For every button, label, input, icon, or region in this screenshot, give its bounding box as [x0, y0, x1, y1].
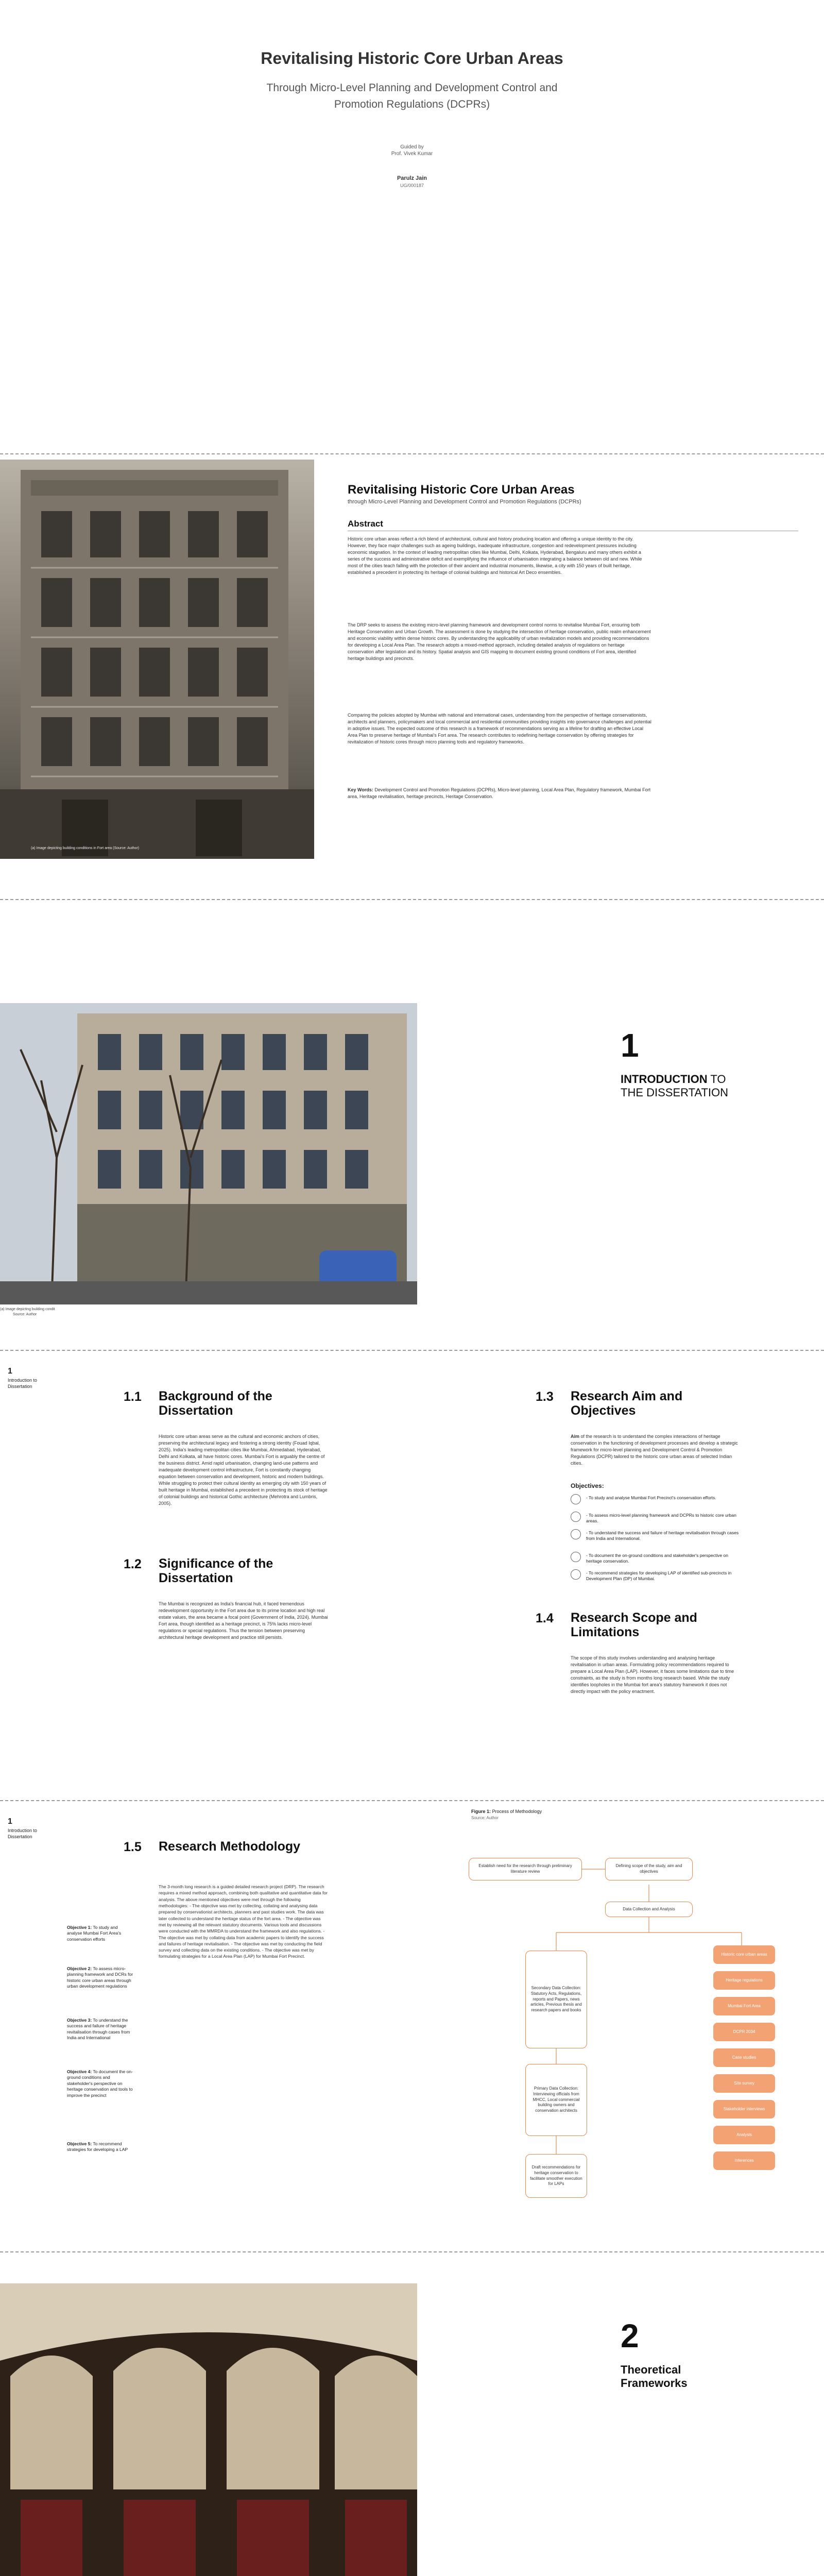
- side-number: 1: [8, 1817, 12, 1826]
- objective-item: - To document the on-ground conditions and stakeholder's perspective on heritage conservation.: [586, 1553, 729, 1564]
- method-objective: Objective 3: To understand the success and failure of heritage revitalisation through cases from India and International: [67, 2018, 130, 2041]
- flow-step: Site survey: [713, 2074, 775, 2093]
- section-title: Research Scope and Limitations: [571, 1611, 697, 1639]
- arcade-photo: [0, 2283, 417, 2576]
- method-text: The 3-month long research is a guided detailed research project (DRP). The research requires a mixed method approach, combining both qualitative and quantitative data for analysis. The above mentioned objectives were met through the following methodologies: - The objective was met by collecting, collating and analysing data prepared by conservationist architects, planners and past studies work. The data was later collected to understand the heritage status of the fort area. - The objective was met by reviewing all the relevant statutory documents. Various tools and discussions were conducted with the MMRDA to understand the framework and also regulations. - The objective was met by collating data from academic papers to identify the success and failures of heritage revitalisation. - The objective was met by conducting the field survey and collecting data on the existing conditions. - The objective was met by formulating strategies for a Local Area Plan (LAP) for Mumbai Fort Precinct.: [159, 1884, 328, 1959]
- flow-step: Stakeholder interviews: [713, 2100, 775, 2119]
- chapter-title: Theoretical Frameworks: [621, 2363, 688, 2390]
- figure-label: Figure 1: Process of Methodology: [471, 1809, 542, 1814]
- frameworks-cover-page: [0, 2252, 824, 2576]
- survey-icon: [571, 1552, 581, 1562]
- cover-page: [0, 0, 824, 453]
- flow-step: Mumbai Fort Area: [713, 1997, 775, 2015]
- guide-name: Prof. Vivek Kumar: [391, 151, 433, 157]
- study-icon: [571, 1494, 581, 1504]
- case-study-icon: [571, 1529, 581, 1539]
- street-building-photo: [0, 1003, 417, 1304]
- abstract-page: [0, 454, 824, 867]
- objective-item: - To understand the success and failure of heritage revitalisation through cases from India and International.: [586, 1530, 739, 1541]
- intro-photo-caption-1: (a) Image depicting building condit: [0, 1308, 55, 1311]
- method-objective: Objective 1: To study and analyse Mumbai Fort Area's conservation efforts: [67, 1925, 122, 1942]
- method-objective: Objective 4: To document the on-ground conditions and stakeholder's perspective on heritage conservation and tools to improve the precinct: [67, 2069, 133, 2098]
- section-text: The scope of this study involves understanding and analysing heritage revitalisation in urban areas. Formulating policy recommendations required to prepare a Local Area Plan (LAP). However, it faces some limitations due to time constraints, as the study is from months long research based. While the study identifies loopholes in the Mumbai fort area's statutory framework it does not directly impact with the policy enactment.: [571, 1655, 734, 1694]
- keywords-label: Key Words:: [348, 787, 373, 792]
- aim-body: of the research is to understand the complex interactions of heritage conservation in the functioning of development processes and develop a strategic framework for micro-level planning and Development Control & Promotion Regulations (DCPR) tailored to the historic core urban areas of selected Indian cities.: [571, 1434, 738, 1466]
- abstract-paragraph: Historic core urban areas reflect a rich blend of architectural, cultural and history producing location and offering a unique identity to the city. However, they face major challenges such as ageing buildings, inadequate infrastructure, congestion and redevelopment pressures including economic stagnation. In the context of leading metropolitan cities like Mumbai, Delhi, Kolkata, Hyderabad, Bengaluru and many others exhibit a series of the success and administrative deficit and exemplifying the influence of urbanisation integrating a balance between old and new. While most of the cities teach falling with the protection of their ancient and industrial monuments, likewise, a city with 150 years of built heritage, established a precedent in protecting its heritage of colonial buildings and historical Art Deco ensembles.: [348, 536, 642, 575]
- flow-establish: Establish need for the research through preliminary literature review: [469, 1858, 582, 1880]
- flow-step: DCPR 2034: [713, 2023, 775, 2041]
- intro-photo-caption-2: Source: Author: [13, 1313, 37, 1316]
- abstract-photo-caption: (a) Image depicting building conditions in Fort area (Source: Author): [31, 846, 140, 850]
- chapter-title-line2: THE DISSERTATION: [621, 1086, 729, 1099]
- section-number: 1.5: [124, 1840, 142, 1854]
- objective-item: - To study and analyse Mumbai Fort Precinct's conservation efforts.: [586, 1495, 716, 1500]
- abstract-paragraph: Comparing the policies adopted by Mumbai with national and international cases, understanding from the perspective of heritage conservationists, architects and planners, policymakers and local commercial and residential communities providing insights into governance challenges and potential in adoptive issues. The expected outcome of this research is a framework of recommendations serving as a lifeline for drafting an effective Local Area Plan to preserve heritage of Mumbai's Fort area. The research contributes to redefining heritage conservation by offering strategies for revitalization of historic cores through micro planning tools and regulatory frameworks.: [348, 713, 651, 745]
- flow-define: Defining scope of the study, aim and objectives: [605, 1858, 693, 1880]
- flow-step: Analysis: [713, 2126, 775, 2144]
- chapter-title-bold: INTRODUCTION: [621, 1073, 708, 1086]
- cover-title: Revitalising Historic Core Urban Areas: [261, 49, 563, 67]
- flow-draft: Draft recommendations for heritage conservation to facilitate smoother execution for LAPs: [525, 2154, 587, 2198]
- objectives-heading: Objectives:: [571, 1482, 604, 1489]
- section-number: 1.4: [536, 1611, 554, 1625]
- side-number: 1: [8, 1367, 12, 1376]
- section-title: Research Aim and Objectives: [571, 1389, 683, 1418]
- keywords: [348, 787, 651, 800]
- heritage-building-photo: [0, 460, 314, 859]
- flow-collection: Data Collection and Analysis: [605, 1902, 693, 1917]
- chapter-title: [621, 1073, 728, 1100]
- methodology-page: [0, 1801, 824, 2229]
- method-objective: Objective 2: To assess micro-planning framework and DCRs for historic core urban areas through urban development regulations: [67, 1966, 133, 1989]
- aim-label: Aim: [571, 1434, 580, 1439]
- guided-by-label: Guided by: [400, 144, 424, 150]
- objective-item: - To assess micro-level planning framework and DCPRs to historic core urban areas.: [586, 1513, 736, 1524]
- flow-step: Inferences: [713, 2151, 775, 2170]
- framework-icon: [571, 1512, 581, 1522]
- intro-sections-page: [0, 1351, 824, 1778]
- method-objective: Objective 5: To recommend strategies for developing a LAP: [67, 2141, 128, 2153]
- chapter-number: 2: [621, 2317, 639, 2354]
- flow-primary: Primary Data Collection: Interviewing officials from MHCC, Local commercial building owners and conservation architects: [525, 2064, 587, 2136]
- section-text: Historic core urban areas serve as the cultural and economic anchors of cities, preserving the architectural legacy and fostering a strong identity (Fouad Iqbal, 2025). India's leading metropolitan cities like Mumbai, Ahmedabad, Hyderabad, Delhi and Kolkata, all have historic cores. Mumbai's Fort is arguably the centre of the business district. Amid rapid urbanisation, changing land-use patterns and inadequate development control infrastructure, Fort is constantly changing equation between conservation and development, historic and modern buildings. While struggling to protect their cultural identity as emerging city with 150 years of built heritage in Mumbai, established a precedent in protecting its stock of heritage of colonial buildings and historical Gothic architecture (Mehrotra and Lumbris, 2005).: [159, 1434, 328, 1506]
- abstract-heading: Abstract: [348, 519, 383, 529]
- strategy-icon: [571, 1569, 581, 1580]
- flow-step: Historic core urban areas: [713, 1945, 775, 1964]
- section-title: Research Methodology: [159, 1839, 301, 1854]
- chapter-number: 1: [621, 1027, 639, 1064]
- abstract-paragraph: The DRP seeks to assess the existing micro-level planning framework and development control norms to revitalise Mumbai Fort, ensuring both Heritage Conservation and Urban Growth. The assessment is done by studying the intersection of heritage conservation, public realm enhancement and economic viability within dense historic cores. By understanding the applicability of urban revitalization models and providing recommendations for developing a Local Area Plan. The research adopts a mixed-method approach, including detailed analysis of regulations on heritage conservation after legislation and its history. Spatial analysis and GIS mapping to document existing ground conditions of Fort area, identified heritage buildings and precincts.: [348, 622, 651, 662]
- abstract-title: Revitalising Historic Core Urban Areas: [348, 483, 575, 497]
- section-text: The Mumbai is recognized as India's financial hub, it faced tremendous redevelopment opportunity in the Fort area due to its prime location and high real estate values, the area became a focal point (Government of India, 2024). Mumbai Fort area, though identified as a heritage precinct, is 75% lacks micro-level regulations or special regulations. Thus the tension between preserving architectural heritage development and practice still persists.: [159, 1601, 328, 1640]
- author-name: Parulz Jain: [397, 175, 427, 181]
- side-label: Introduction to Dissertation: [8, 1828, 38, 1839]
- section-title: Background of the Dissertation: [159, 1389, 272, 1418]
- objective-item: - To recommend strategies for developing LAP of identified sub-precincts in Development Plan (DP) of Mumbai.: [586, 1570, 732, 1582]
- author-id: UG/000187: [400, 183, 424, 188]
- chapter-title-rest: TO: [707, 1073, 726, 1086]
- section-number: 1.3: [536, 1389, 554, 1404]
- figure-source: Source: Author: [471, 1816, 499, 1820]
- cover-subtitle: Through Micro-Level Planning and Development Control and Promotion Regulations (DCPRs): [266, 82, 558, 110]
- section-title: Significance of the Dissertation: [159, 1556, 273, 1585]
- section-number: 1.2: [124, 1557, 142, 1571]
- flow-secondary: Secondary Data Collection: Statutory Acts, Regulations, reports and Papers, news articles, Previous thesis and research papers and books: [525, 1951, 587, 2048]
- intro-cover-page: [0, 900, 824, 1328]
- keywords-text: Development Control and Promotion Regulations (DCPRs), Micro-level planning, Local Area Plan, Regulatory framework, Mumbai Fort area, Heritage revitalisation, heritage precincts, Heritage Conservation.: [348, 787, 651, 800]
- aim-text: [571, 1433, 741, 1467]
- side-label: Introduction to Dissertation: [8, 1378, 38, 1389]
- section-number: 1.1: [124, 1389, 142, 1404]
- flow-step: Heritage regulations: [713, 1971, 775, 1990]
- flow-step: Case studies: [713, 2048, 775, 2067]
- abstract-subtitle: through Micro-Level Planning and Development Control and Promotion Regulations (DCPRs): [348, 499, 581, 505]
